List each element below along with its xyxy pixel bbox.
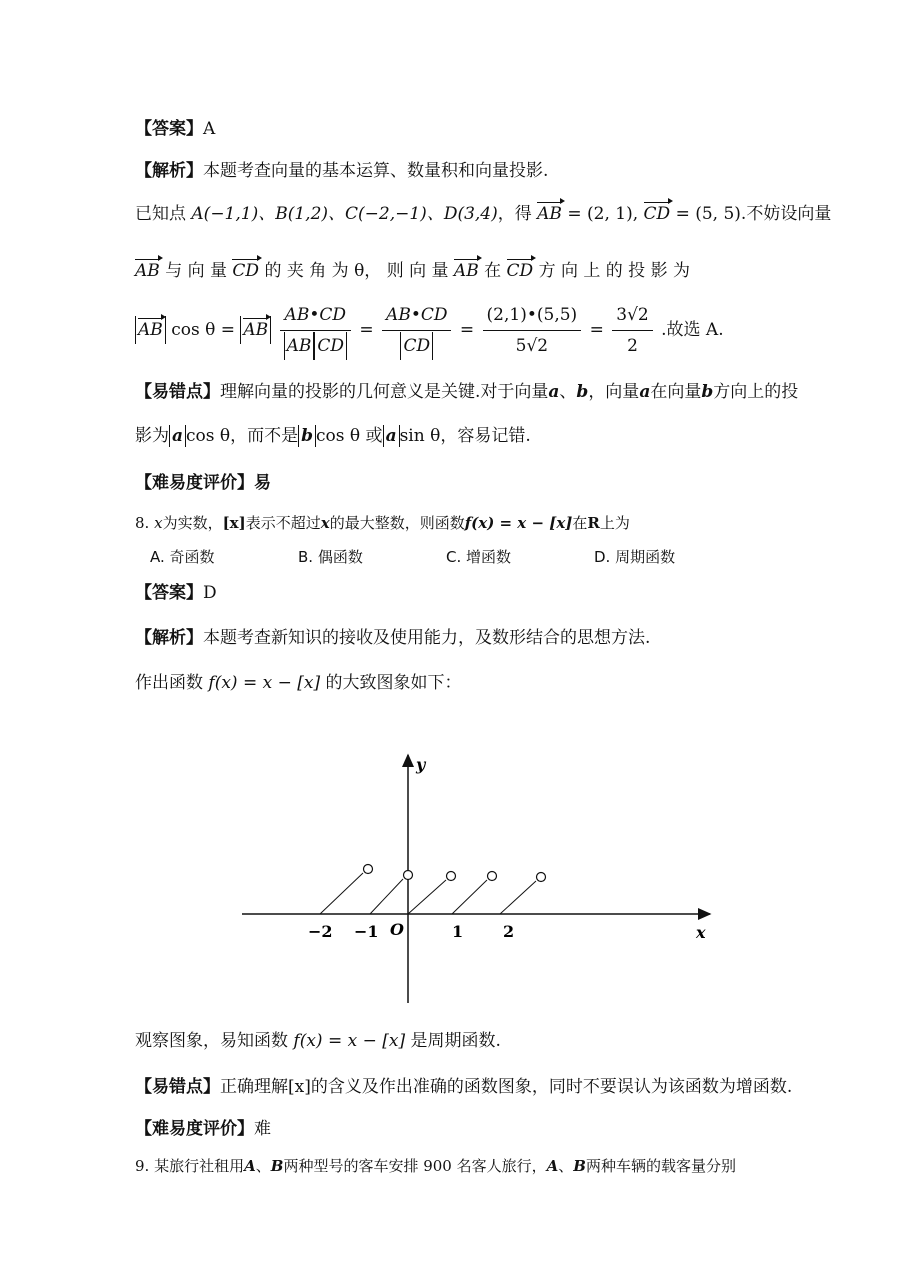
- q7-line1-post: .不妨设向量: [740, 204, 832, 224]
- q7-answer-value: A: [203, 119, 216, 139]
- formula-frac4: $\frac{3√2}{2}$: [612, 300, 652, 361]
- vector-cd-2: CD: [232, 261, 260, 281]
- q8-draw-line: 作出函数 f(x) = x − [x] 的大致图象如下：: [135, 673, 462, 693]
- tick-label-neg2: −2: [308, 922, 333, 941]
- q7-formula: AB cos θ = AB $\frac{AB•CD}{\text{AB CD}}$ = $\frac{AB•CD}{CD}$ = $\frac{(2,1)•(5,5)}{5√2}$ = $\frac{3√2}{2}$ .故选 A.: [135, 300, 724, 361]
- tick-label-neg1: −1: [354, 922, 379, 941]
- q7-error-label: 【易错点】: [135, 382, 220, 402]
- vector-cd-3: CD: [506, 261, 534, 281]
- tick-label-2: 2: [503, 922, 515, 941]
- q7-answer-label: 【答案】: [135, 119, 203, 139]
- vector-ab: AB: [537, 204, 562, 224]
- open-point: [364, 865, 373, 874]
- q7-line2-a: 与 向 量: [165, 261, 227, 281]
- q8-difficulty: 【难易度评价】难: [135, 1119, 271, 1139]
- q7-difficulty: 【难易度评价】易: [135, 473, 271, 493]
- vector-ab-3: AB: [453, 261, 479, 281]
- q7-line1-get: ，得: [497, 204, 532, 224]
- q8-analysis-line: 【解析】本题考查新知识的接收及使用能力，及数形结合的思想方法.: [135, 628, 651, 648]
- segment-neg2: [320, 873, 363, 914]
- formula-frac2: $\frac{AB•CD}{CD}$: [382, 300, 451, 361]
- vector-cd-value: = (5, 5): [675, 204, 741, 224]
- formula-frac3: $\frac{(2,1)•(5,5)}{5√2}$: [483, 300, 582, 361]
- formula-end: .故选 A.: [661, 320, 724, 340]
- q8-options: [150, 546, 742, 568]
- x-axis-label: x: [696, 923, 706, 942]
- q7-analysis-text: 本题考查向量的基本运算、数量积和向量投影.: [203, 161, 549, 181]
- vector-ab-value: = (2, 1): [567, 204, 633, 224]
- formula-ab-2: AB: [243, 320, 269, 340]
- y-axis-label: y: [416, 755, 426, 774]
- open-point: [404, 871, 413, 880]
- option-a: A. 奇函数: [150, 548, 215, 566]
- q7-error-line2: 影为 a cos θ，而不是 b cos θ 或 a sin θ，容易记错.: [135, 426, 531, 446]
- origin-label: O: [390, 920, 404, 939]
- q7-line2: [135, 260, 690, 282]
- option-b: B. 偶函数: [298, 548, 363, 566]
- option-c: C. 增函数: [446, 548, 512, 566]
- vector-ab-2: AB: [135, 261, 160, 281]
- formula-cos: cos θ =: [171, 320, 235, 340]
- vector-cd: CD: [643, 204, 671, 224]
- q7-line1: 已知点 A(−1,1)、B(1,2)、C(−2,−1)、D(3,4)，得 AB = (2, 1), CD = (5, 5).不妨设向量: [135, 204, 832, 224]
- segment-2: [500, 881, 536, 914]
- open-point: [537, 873, 546, 882]
- q7-line2-c: 在: [484, 261, 502, 281]
- formula-ab: AB: [138, 320, 163, 340]
- sawtooth-graph: [230, 745, 720, 1010]
- q8-answer-line: 【答案】D: [135, 583, 217, 603]
- q8-stem: 8. x为实数，[x]表示不超过x的最大整数，则函数f(x) = x − [x]在R上为: [135, 514, 630, 532]
- q7-answer-line: [135, 118, 215, 140]
- q7-error-line1: 【易错点】理解向量的投影的几何意义是关键.对于向量a、b，向量a在向量b方向上的投: [135, 382, 799, 402]
- formula-frac1: $\frac{AB•CD}{\text{AB CD}}$: [280, 300, 351, 361]
- q7-analysis-line: [135, 160, 548, 182]
- q7-line2-b: 的 夹 角 为 θ， 则 向 量: [264, 261, 449, 281]
- q8-observe-line: 观察图象，易知函数 f(x) = x − [x] 是周期函数.: [135, 1031, 501, 1051]
- segment-0: [408, 880, 446, 914]
- open-point: [447, 872, 456, 881]
- q8-error-line: 【易错点】正确理解[x]的含义及作出准确的函数图象，同时不要误认为该函数为增函数.: [135, 1077, 793, 1097]
- q7-analysis-label: 【解析】: [135, 161, 203, 181]
- q7-line1-pre: 已知点: [135, 204, 186, 224]
- option-d: D. 周期函数: [594, 548, 676, 566]
- segment-1: [452, 880, 487, 914]
- q7-line2-d: 方 向 上 的 投 影 为: [538, 261, 690, 281]
- segment-neg1: [370, 879, 403, 914]
- q7-points: A(−1,1)、B(1,2)、C(−2,−1)、D(3,4): [191, 204, 498, 224]
- q9-stem: 9. 某旅行社租用A、B两种型号的客车安排 900 名客人旅行，A、B两种车辆的载客量分别: [135, 1157, 736, 1175]
- open-point: [488, 872, 497, 881]
- tick-label-1: 1: [452, 922, 464, 941]
